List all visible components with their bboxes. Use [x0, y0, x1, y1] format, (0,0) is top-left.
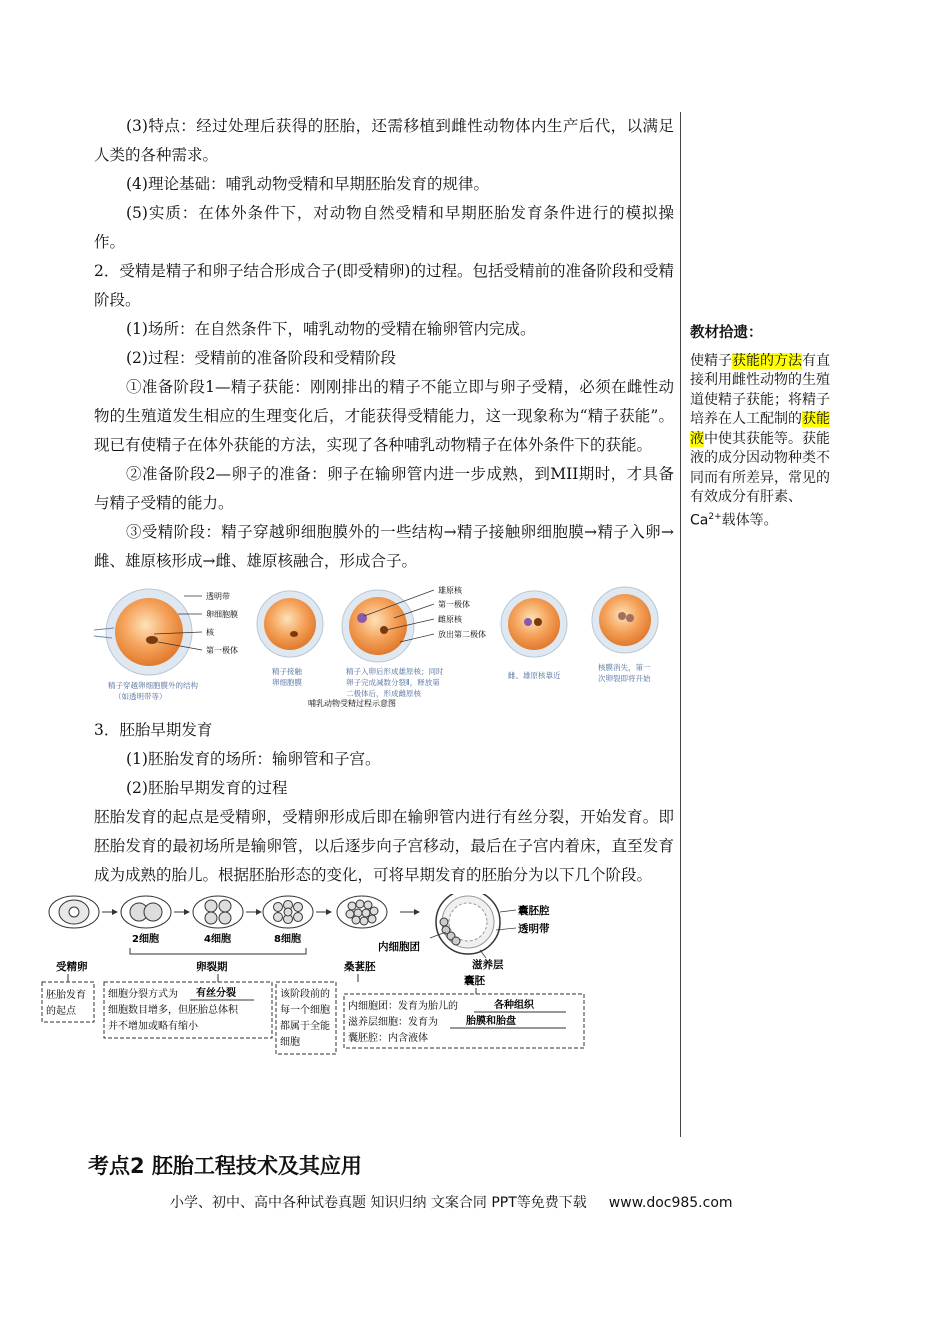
figure-title: 哺乳动物受精过程示意图: [308, 699, 396, 708]
four-cell: [193, 896, 243, 928]
label-icm: 内细胞团: [378, 941, 420, 953]
label-zona-2: 透明带: [518, 923, 550, 935]
caption-5b: 次卵裂即将开始: [598, 674, 651, 683]
caption-2a: 精子接触: [272, 667, 302, 676]
embryo-development-diagram: [26, 894, 606, 1074]
caption-1b: （如透明带等）: [114, 692, 167, 701]
sidebar-superscript: 2+: [708, 511, 722, 522]
caption-2b: 卵细胞膜: [272, 678, 302, 687]
sidebar-title: 教材拾遗：: [690, 325, 763, 341]
box3-line3: 都属于全能: [280, 1021, 330, 1032]
box2-line1: 细胞分裂方式为: [108, 989, 178, 1000]
paragraph: ③受精阶段：精子穿越卵细胞膜外的一些结构→精子接触卵细胞膜→精子入卵→雌、雄原核形成→雌、雄原核融合，形成合子。: [94, 523, 674, 570]
caption-3a: 精子入卵后形成雄原核；同时: [346, 667, 444, 676]
fertilization-diagram: [94, 582, 674, 710]
eight-cell: [263, 896, 313, 928]
label-troph: 滋养层: [472, 959, 504, 971]
box3-line4: 细胞: [280, 1037, 300, 1048]
box1-line2: 的起点: [46, 1006, 76, 1017]
morula: [337, 896, 387, 928]
footer-text: 小学、初中、高中各种试卷真题 知识归纳 文案合同 PPT等免费下载: [170, 1195, 587, 1211]
paragraph: (1)场所：在自然条件下，哺乳动物的受精在输卵管内完成。: [126, 320, 536, 338]
label-cleavage: 卵裂期: [196, 961, 228, 973]
sidebar-text-2: 有直接利用雌性动物的生殖道使精子获能；将精子培养在人工配制的: [690, 352, 830, 427]
box4-line1: 内细胞团：发育为胎儿的: [348, 1001, 458, 1012]
label-8-cells: 8细胞: [274, 934, 301, 945]
paragraph: (2)胚胎早期发育的过程: [126, 779, 288, 797]
label-polar2: 放出第二极体: [438, 630, 486, 639]
caption-4: 雌、雄原核靠近: [508, 671, 561, 680]
paragraph: (2)过程：受精前的准备阶段和受精阶段: [126, 349, 396, 367]
blastocyst: [436, 894, 500, 954]
sidebar-highlight-1: 获能的方法: [732, 352, 802, 369]
paragraph: 2．受精是精子和卵子结合形成合子(即受精卵)的过程。包括受精前的准备阶段和受精阶段。: [94, 262, 674, 309]
label-nucleus: 核: [206, 628, 214, 637]
label-blastocoel: 囊胚腔: [518, 905, 550, 917]
sidebar-text-1: 使精子: [690, 352, 732, 369]
paragraph: (1)胚胎发育的场所：输卵管和子宫。: [126, 750, 381, 768]
label-male-pn: 雄原核: [438, 586, 462, 595]
paragraph: ②准备阶段2—卵子的准备：卵子在输卵管内进一步成熟，到MII期时，才具备与精子受精的能力。: [94, 465, 674, 512]
label-blastocyst: 囊胚: [464, 975, 485, 987]
column-divider: [680, 112, 681, 1137]
label-polar1: 第一极体: [206, 646, 238, 655]
sidebar-text-4: 载体等。: [721, 512, 778, 529]
section-heading: 考点2 胚胎工程技术及其应用: [88, 1154, 362, 1178]
sidebar-text: [690, 352, 842, 531]
sidebar-note: [690, 324, 842, 531]
box2-line2: 细胞数目增多，但胚胎总体积: [108, 1005, 238, 1016]
footer-url[interactable]: www.doc985.com: [608, 1195, 733, 1211]
sidebar-text-3: 中使其获能等。获能液的成分因动物种类不同而有所差异，常见的有效成分有肝素、Ca: [690, 430, 830, 529]
main-content: [46, 112, 674, 1080]
caption-5a: 核膜消失，第一: [598, 663, 651, 672]
paragraph: 3．胚胎早期发育: [94, 721, 213, 739]
paragraph: ①准备阶段1—精子获能：刚刚排出的精子不能立即与卵子受精，必须在雌性动物的生殖道发生相应的生理变化后，才能获得受精能力，这一现象称为“精子获能”。现已有使精子在体外获能的方法，实现了各种哺乳动物精子在体外条件下的获能。: [94, 378, 674, 454]
paragraph: 胚胎发育的起点是受精卵，受精卵形成后即在输卵管内进行有丝分裂，开始发育。即胚胎发育的最初场所是输卵管，以后逐步向子宫移动，最后在子宫内着床，直至发育成为成熟的胎儿。根据胚胎形态的变化，可将早期发育的胚胎分为以下几个阶段。: [94, 808, 674, 884]
sidebar-highlight-2: 获能液: [690, 411, 830, 447]
page-footer: [170, 1192, 733, 1212]
box2-line3: 并不增加或略有缩小: [108, 1021, 198, 1032]
paragraph: (4)理论基础：哺乳动物受精和早期胚胎发育的规律。: [126, 175, 489, 193]
box2-answer: 有丝分裂: [196, 988, 236, 999]
paragraph: (3)特点：经过处理后获得的胚胎，还需移植到雌性动物体内生产后代，以满足人类的各种需求。: [94, 117, 674, 164]
label-zygote: 受精卵: [56, 961, 88, 973]
label-polar1b: 第一极体: [438, 600, 470, 609]
box4-answer1: 各种组织: [494, 1000, 534, 1011]
box4-line2: 滋养层细胞：发育为: [348, 1017, 438, 1028]
box4-line3: 囊胚腔：内含液体: [348, 1033, 428, 1044]
paragraph: (5)实质：在体外条件下，对动物自然受精和早期胚胎发育条件进行的模拟操作。: [94, 204, 674, 251]
label-4-cells: 4细胞: [204, 934, 231, 945]
label-female-pn: 雌原核: [438, 615, 462, 624]
caption-3c: 二极体后，形成雌原核: [346, 689, 421, 698]
two-cell: [121, 896, 171, 928]
label-morula: 桑葚胚: [344, 961, 376, 973]
label-membrane: 卵细胞膜: [206, 610, 238, 619]
box4-answer2: 胎膜和胎盘: [466, 1016, 516, 1027]
zygote-cell: [49, 896, 99, 928]
box3-line2: 每一个细胞: [280, 1005, 330, 1016]
box1-line1: 胚胎发育: [46, 990, 86, 1001]
box3-line1: 该阶段前的: [280, 989, 330, 1000]
caption-3b: 卵子完成减数分裂Ⅱ，释放第: [346, 678, 440, 687]
label-2-cells: 2细胞: [132, 934, 159, 945]
caption-1a: 精子穿越卵细胞膜外的结构: [108, 681, 198, 690]
label-zona: 透明带: [206, 592, 230, 601]
